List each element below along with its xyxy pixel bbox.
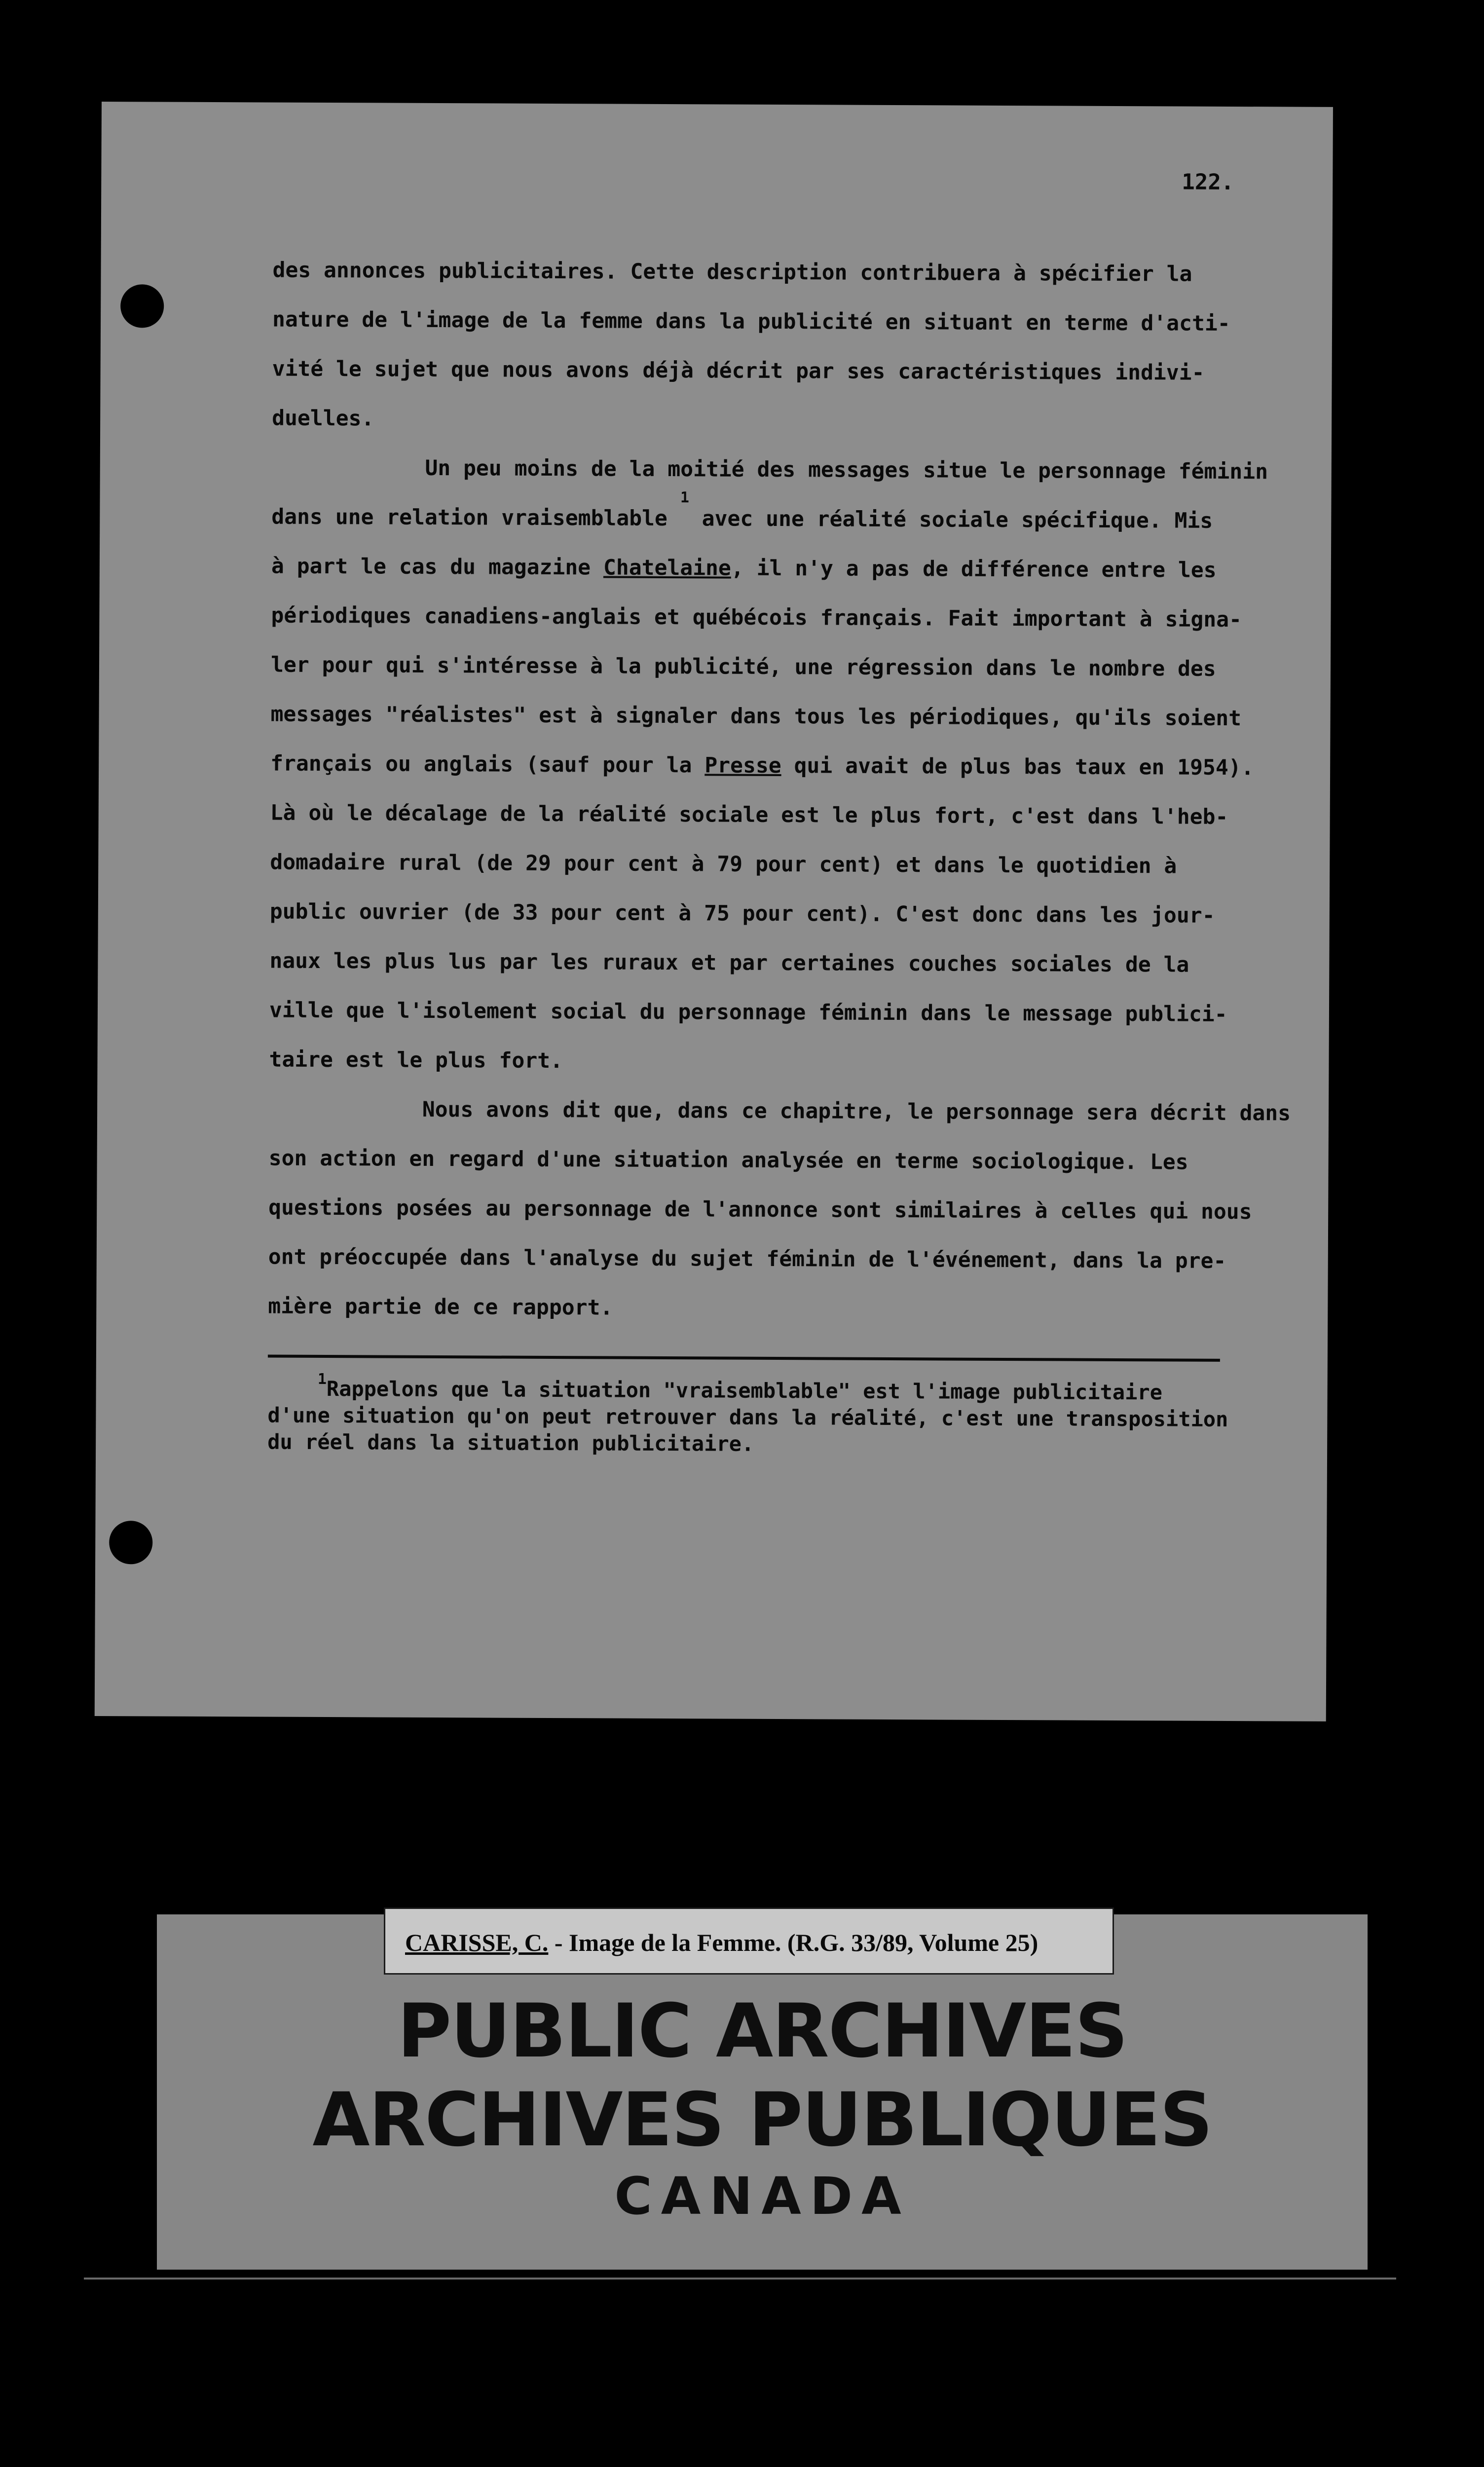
text-line: messages "réalistes" est à signaler dans tous les périodiques, qu'ils soient <box>270 702 1242 731</box>
page-number: 122. <box>1182 169 1234 195</box>
magazine-title: Chatelaine <box>603 555 731 581</box>
text-line: périodiques canadiens-anglais et québécois français. Fait important à signa- <box>271 603 1242 633</box>
footnote-line: du réel dans la situation publicitaire. <box>267 1429 754 1456</box>
text-fragment: à part le cas du magazine <box>271 554 604 580</box>
text-line: domadaire rural (de 29 pour cent à 79 pour cent) et dans le quotidien à <box>270 850 1177 879</box>
text-line: ler pour qui s'intéresse à la publicité, une régression dans le nombre des <box>270 652 1216 681</box>
text-fragment: Rappelons que la situation "vraisemblable" est l'image publicitaire <box>326 1377 1163 1405</box>
archive-target-card <box>157 1914 1368 2270</box>
text-line: taire est le plus fort. <box>269 1047 563 1074</box>
footnote-line: d'une situation qu'on peut retrouver dans la réalité, c'est une transposition <box>267 1403 1228 1431</box>
text-line: duelles. <box>272 406 374 431</box>
text-line: questions posées au personnage de l'annonce sont similaires à celles qui nous <box>268 1195 1252 1225</box>
text-line: vité le sujet que nous avons déjà décrit par ses caractéristiques indivi- <box>272 356 1205 385</box>
text-line: Un peu moins de la moitié des messages situe le personnage féminin <box>271 455 1268 485</box>
reference-label <box>384 1907 1114 1975</box>
text-line: public ouvrier (de 33 pour cent à 75 pour cent). C'est donc dans les jour- <box>269 899 1215 928</box>
archive-stamp-french: ARCHIVES PUBLIQUES <box>312 2077 1212 2163</box>
text-line <box>270 739 1254 793</box>
text-fragment: qui avait de plus bas taux en 1954). <box>781 753 1254 781</box>
text-line <box>271 489 1238 546</box>
footnote-reference: 1 <box>680 489 690 507</box>
footnote-divider <box>268 1354 1220 1361</box>
text-line: son action en regard d'une situation analysée en terme sociologique. Les <box>268 1146 1188 1175</box>
text-line: nature de l'image de la femme dans la publicité en situant en terme d'acti- <box>272 307 1230 336</box>
binder-hole-top <box>120 284 164 328</box>
reference-text: - Image de la Femme. (R.G. 33/89, Volume 25) <box>548 1929 1039 1956</box>
author-name: CARISSE, C. <box>405 1929 549 1956</box>
document-page <box>95 102 1333 1721</box>
text-fragment: avec une réalité sociale spécifique. Mis <box>689 506 1213 533</box>
text-line <box>271 542 1238 596</box>
text-line: des annonces publicitaires. Cette description contribuera à spécifier la <box>272 258 1192 287</box>
text-fragment: dans une relation vraisemblable <box>271 504 680 531</box>
archive-stamp-english: PUBLIC ARCHIVES <box>397 1988 1127 2074</box>
body-text <box>268 246 1291 1336</box>
text-fragment: , il n'y a pas de différence entre les <box>731 556 1217 583</box>
text-line: ont préoccupée dans l'analyse du sujet féminin de l'événement, dans la pre- <box>268 1244 1226 1273</box>
text-line: Là où le décalage de la réalité sociale est le plus fort, c'est dans l'heb- <box>270 800 1228 829</box>
text-fragment: français ou anglais (sauf pour la <box>270 751 705 778</box>
footnote-marker: 1 <box>317 1370 327 1388</box>
text-line: ville que l'isolement social du personnage féminin dans le message publici- <box>269 998 1227 1027</box>
text-line: naux les plus lus par les ruraux et par certaines couches sociales de la <box>269 948 1189 977</box>
newspaper-title: Presse <box>705 753 781 779</box>
binder-hole-bottom <box>109 1521 152 1564</box>
footnote <box>267 1370 1228 1459</box>
text-line: Nous avons dit que, dans ce chapitre, le personnage sera décrit dans <box>268 1096 1291 1126</box>
text-line: mière partie de ce rapport. <box>268 1294 613 1320</box>
card-bottom-rule <box>84 2278 1396 2280</box>
footnote-line <box>268 1370 1228 1406</box>
archive-stamp-country: CANADA <box>614 2166 910 2226</box>
